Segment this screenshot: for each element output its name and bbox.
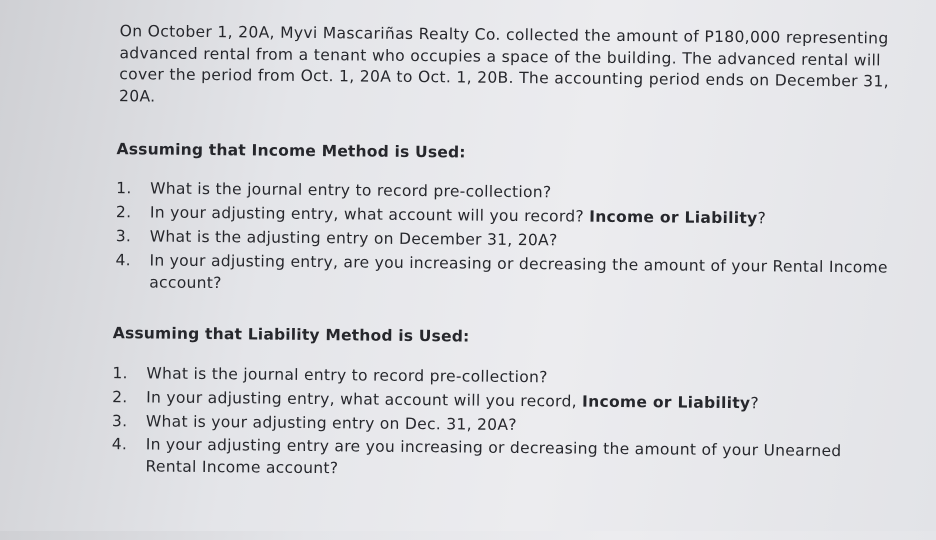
question-text: In your adjusting entry, what account will you record? Income or Liability? [149, 203, 767, 228]
income-option: Income [589, 207, 655, 227]
income-or-liability: Income or Liability [582, 392, 751, 413]
question-text: What is the adjusting entry on December 31, 20A? [149, 227, 558, 250]
question-number: 4. [115, 251, 131, 270]
question-text-continued: account? [149, 273, 222, 293]
question-number: 1. [116, 179, 132, 198]
problem-statement: On October 1, 20A, Myvi Mascariñas Realty Co. collected the amount of P180,000 representing advanced rental from a tenant who occupies a space of the building. The advanced rental will cover the period from Oct. 1, 20A to Oct. 1, 20B. The accounting period ends on December 31, 20A. [119, 22, 890, 105]
question-text: In your adjusting entry, what account will you record, Income or Liability? [146, 388, 760, 413]
question-number: 4. [111, 435, 128, 454]
question-text: In your adjusting entry, are you increasing or decreasing the amount of your Rental Income [149, 251, 888, 277]
question-text-continued: Rental Income account? [145, 457, 339, 478]
question-text: What is the journal entry to record pre-collection? [150, 179, 552, 202]
section-heading-liability-method: Assuming that Liability Method is Used: [112, 324, 470, 346]
question-text: In your adjusting entry are you increasing or decreasing the amount of your Unearned [145, 435, 842, 461]
question-number: 2. [112, 388, 128, 407]
question-text: What is your adjusting entry on Dec. 31, 20A? [145, 412, 517, 434]
question-number: 1. [112, 364, 128, 383]
question-number: 3. [111, 412, 128, 431]
section-heading-income-method: Assuming that Income Method is Used: [116, 140, 466, 162]
question-number: 3. [115, 227, 132, 246]
question-number: 2. [115, 203, 132, 222]
question-text: What is the journal entry to record pre-collection? [146, 364, 548, 387]
liability-option: Liability [684, 208, 758, 228]
